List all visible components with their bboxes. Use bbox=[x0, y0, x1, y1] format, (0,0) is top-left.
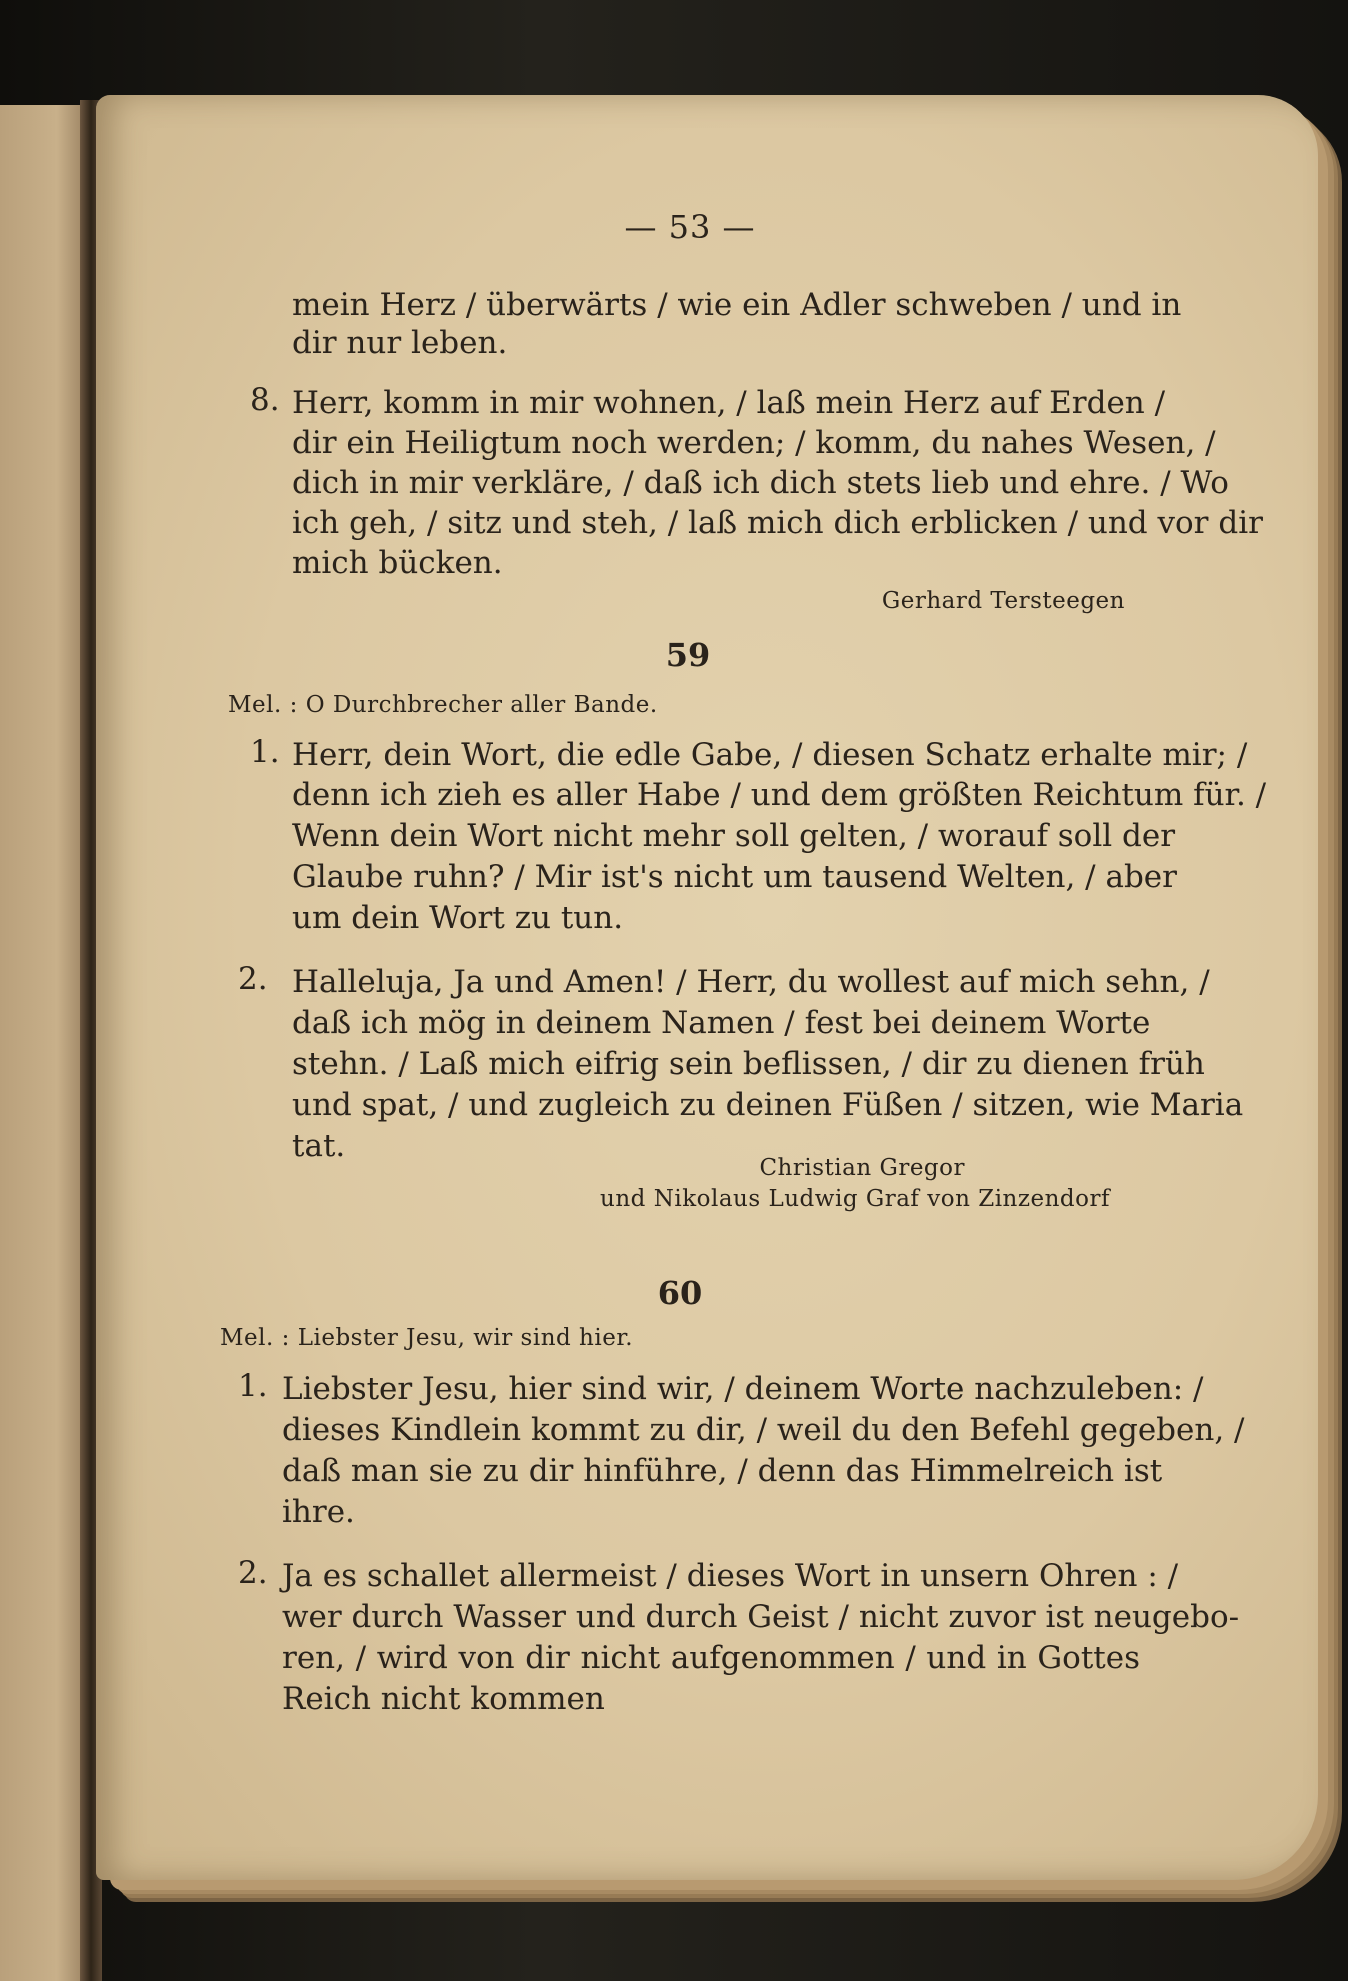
text-line: dir ein Heiligtum noch werden; / komm, du nahes Wesen, / bbox=[292, 425, 1216, 461]
text-line: Halleluja, Ja und Amen! / Herr, du wollest auf mich sehn, / bbox=[292, 964, 1210, 1000]
verse-number: 2. bbox=[238, 1555, 268, 1591]
author-credit: Christian Gregor bbox=[759, 1155, 965, 1181]
text-line: stehn. / Laß mich eifrig sein beflissen, / dir zu dienen früh bbox=[292, 1046, 1205, 1082]
verse-number: 1. bbox=[250, 734, 280, 770]
text-line: Ja es schallet allermeist / dieses Wort in unsern Ohren : / bbox=[282, 1558, 1179, 1594]
text-line: dieses Kindlein kommt zu dir, / weil du den Befehl gegeben, / bbox=[282, 1412, 1245, 1448]
text-line: ren, / wird von dir nicht aufgenommen / und in Gottes bbox=[282, 1640, 1140, 1676]
text-line: um dein Wort zu tun. bbox=[292, 900, 624, 936]
text-line: wer durch Wasser und durch Geist / nicht zuvor ist neugebo- bbox=[282, 1599, 1240, 1635]
text-line: dich in mir verkläre, / daß ich dich stets lieb und ehre. / Wo bbox=[292, 465, 1229, 501]
text-line: ihre. bbox=[282, 1494, 355, 1530]
author-credit: Gerhard Tersteegen bbox=[881, 588, 1125, 614]
text-line: mein Herz / überwärts / wie ein Adler schweben / und in bbox=[292, 287, 1182, 323]
verse-number: 2. bbox=[238, 961, 268, 997]
text-line: Herr, komm in mir wohnen, / laß mein Herz auf Erden / bbox=[292, 385, 1166, 421]
text-line: Liebster Jesu, hier sind wir, / deinem Worte nachzuleben: / bbox=[282, 1371, 1204, 1407]
author-credit: und Nikolaus Ludwig Graf von Zinzendorf bbox=[600, 1186, 1110, 1212]
hymn-number: 60 bbox=[657, 1274, 703, 1312]
text-line: denn ich zieh es aller Habe / und dem größten Reichtum für. / bbox=[292, 777, 1267, 813]
text-line: daß ich mög in deinem Namen / fest bei deinem Worte bbox=[292, 1005, 1151, 1041]
verse-number: 8. bbox=[250, 382, 280, 418]
melody-line: Mel. : Liebster Jesu, wir sind hier. bbox=[220, 1325, 634, 1351]
text-line: Herr, dein Wort, die edle Gabe, / diesen Schatz erhalte mir; / bbox=[292, 737, 1248, 773]
text-line: Reich nicht kommen bbox=[282, 1681, 605, 1717]
text-line: Wenn dein Wort nicht mehr soll gelten, / worauf soll der bbox=[292, 818, 1176, 854]
melody-line: Mel. : O Durchbrecher aller Bande. bbox=[228, 692, 658, 718]
text-line: dir nur leben. bbox=[292, 325, 508, 361]
verse-number: 1. bbox=[238, 1368, 268, 1404]
text-line: tat. bbox=[292, 1128, 346, 1164]
hymn-number: 59 bbox=[665, 636, 711, 674]
page-number: — 53 — bbox=[624, 208, 756, 246]
text-line: Glaube ruhn? / Mir ist's nicht um tausend Welten, / aber bbox=[292, 859, 1177, 895]
text-line: daß man sie zu dir hinführe, / denn das Himmelreich ist bbox=[282, 1453, 1163, 1489]
text-line: ich geh, / sitz und steh, / laß mich dich erblicken / und vor dir bbox=[292, 505, 1263, 541]
text-line: mich bücken. bbox=[292, 545, 503, 581]
text-line: und spat, / und zugleich zu deinen Füßen / sitzen, wie Maria bbox=[292, 1087, 1244, 1123]
